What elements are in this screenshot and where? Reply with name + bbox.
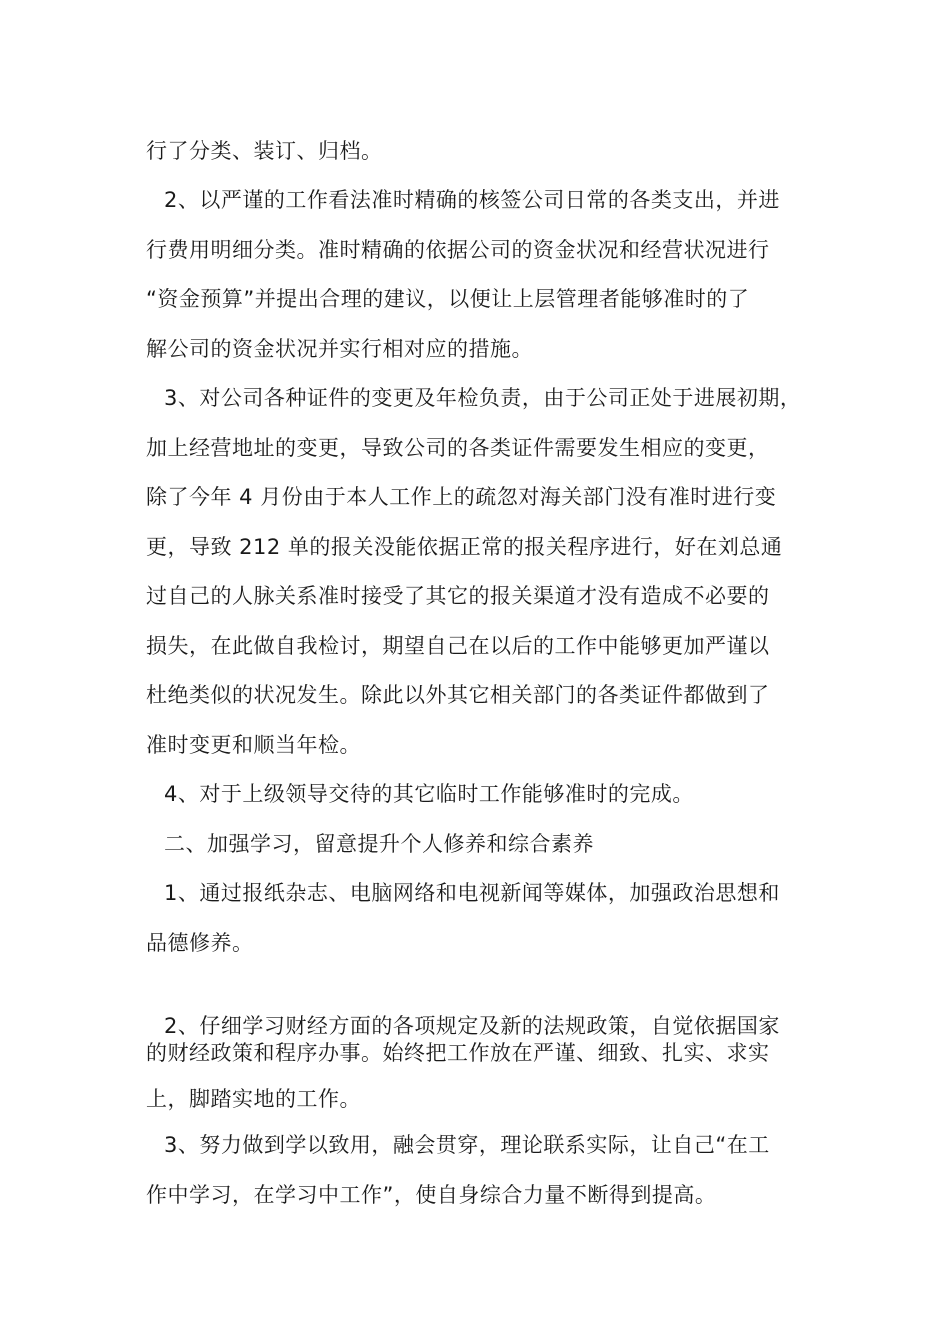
text-line: 解公司的资金状况并实行相对应的措施。 [146, 337, 533, 361]
text-line: 2、仔细学习财经方面的各项规定及新的法规政策，自觉依据国家 [164, 1014, 780, 1038]
text-line: 上，脚踏实地的工作。 [146, 1087, 361, 1111]
text-line: 3、对公司各种证件的变更及年检负责，由于公司正处于进展初期， [164, 386, 802, 410]
text-line: 除了今年 4 月份由于本人工作上的疏忽对海关部门没有准时进行变 [146, 485, 777, 509]
text-line: 损失，在此做自我检讨，期望自己在以后的工作中能够更加严谨以 [146, 634, 770, 658]
text-line: 4、对于上级领导交待的其它临时工作能够准时的完成。 [164, 782, 694, 806]
text-line: 1、通过报纸杂志、电脑网络和电视新闻等媒体，加强政治思想和 [164, 881, 780, 905]
text-line: 准时变更和顺当年检。 [146, 733, 361, 757]
text-line: 加上经营地址的变更，导致公司的各类证件需要发生相应的变更， [146, 436, 770, 460]
text-line: 3、努力做到学以致用，融会贯穿，理论联系实际，让自己“在工 [164, 1133, 770, 1157]
text-line: 行了分类、装订、归档。 [146, 139, 383, 163]
section-heading: 二、加强学习，留意提升个人修养和综合素养 [164, 832, 594, 856]
text-line: 的财经政策和程序办事。始终把工作放在严谨、细致、扎实、求实 [146, 1041, 770, 1065]
text-line: 品德修养。 [146, 931, 254, 955]
text-line: 更，导致 212 单的报关没能依据正常的报关程序进行，好在刘总通 [146, 535, 783, 559]
text-line: “资金预算”并提出合理的建议，以便让上层管理者能够准时的了 [146, 287, 750, 311]
text-line: 行费用明细分类。准时精确的依据公司的资金状况和经营状况进行 [146, 238, 770, 262]
text-line: 过自己的人脉关系准时接受了其它的报关渠道才没有造成不必要的 [146, 584, 770, 608]
text-line: 作中学习，在学习中工作”，使自身综合力量不断得到提高。 [146, 1183, 717, 1207]
text-line: 2、以严谨的工作看法准时精确的核签公司日常的各类支出，并进 [164, 188, 780, 212]
text-line: 杜绝类似的状况发生。除此以外其它相关部门的各类证件都做到了 [146, 683, 770, 707]
